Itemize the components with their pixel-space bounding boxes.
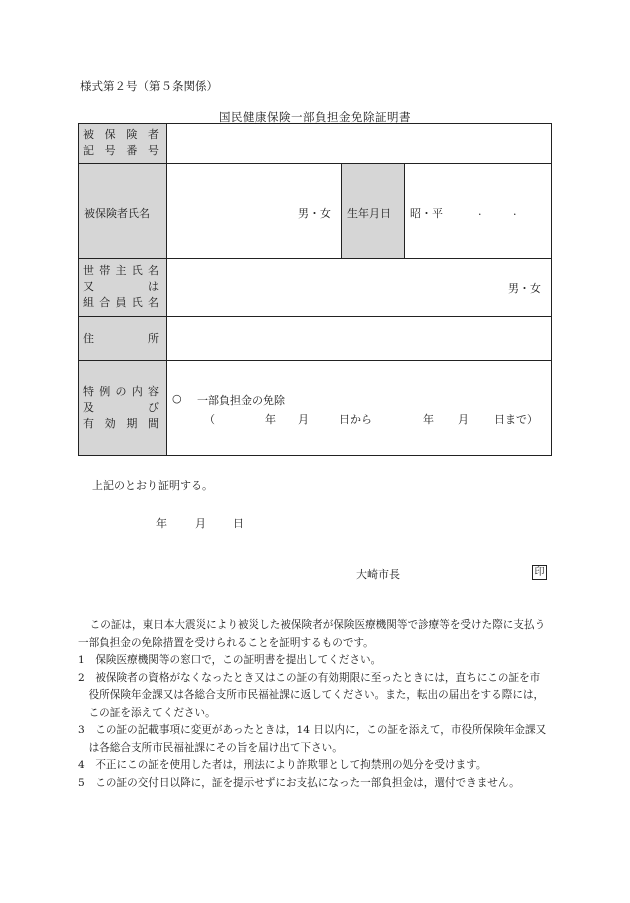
- certify-statement: 上記のとおり証明する。: [92, 479, 213, 492]
- issue-day: 日: [233, 517, 244, 530]
- period-year: 年: [265, 413, 276, 426]
- period-from: 日から: [339, 413, 372, 426]
- note-item: [78, 722, 548, 757]
- insured-number-label: [83, 127, 159, 159]
- note-item: [78, 775, 548, 793]
- seal-mark: 印: [532, 565, 547, 580]
- label-char: び: [148, 401, 159, 414]
- note-item: [78, 670, 548, 723]
- label-char: 世: [83, 264, 94, 277]
- label-char: 合: [99, 296, 111, 309]
- divider: [166, 123, 167, 456]
- label-char: 所: [148, 332, 159, 345]
- note-number: 1: [78, 654, 85, 666]
- exemption-text: 一部負担金の免除: [197, 394, 285, 407]
- issue-month: 月: [195, 517, 206, 530]
- issue-year: 年: [156, 517, 167, 530]
- exemption-checkbox[interactable]: ○: [172, 392, 182, 405]
- label-char: 員: [115, 296, 127, 309]
- form-number-label: 様式第２号（第５条関係）: [80, 79, 218, 93]
- divider: [78, 316, 552, 317]
- birth-era: 昭・平: [410, 207, 443, 220]
- divider: [78, 258, 552, 259]
- label-char: 間: [147, 417, 159, 430]
- note-number: 2: [78, 671, 85, 684]
- label-char: 名: [148, 264, 159, 277]
- document-title: 国民健康保険一部負担金免除証明書: [219, 110, 411, 124]
- label-char: 内: [131, 385, 143, 398]
- special-case-label: [83, 384, 159, 432]
- notes-section: [78, 617, 548, 792]
- label-char: 者: [147, 128, 159, 141]
- label-char: 住: [83, 332, 94, 345]
- divider: [78, 163, 552, 164]
- label-char: 号: [104, 144, 116, 157]
- label-char: 帯: [99, 264, 111, 277]
- birth-dot: .: [513, 205, 517, 218]
- issuer-name: 大崎市長: [356, 568, 400, 581]
- notes-intro: この証は，東日本大震災により被災した被保険者が保険医療機関等で診療等を受けた際に支払う一部負担金の免除措置を受けられることを証明するものです。: [78, 619, 546, 649]
- insured-gender: 男・女: [298, 207, 331, 220]
- note-text: 保険医療機関等の窓口で，この証明書を提出してください。: [95, 654, 382, 666]
- label-char: 期: [126, 417, 138, 430]
- label-char: 名: [148, 296, 159, 309]
- label-char: 氏: [131, 264, 143, 277]
- note-item: [78, 757, 548, 775]
- label-char: 険: [126, 128, 138, 141]
- divider: [341, 163, 342, 258]
- period-month: 月: [458, 413, 469, 426]
- note-text: 被保険者の資格がなくなったとき又はこの証の有効期限に至ったときには，直ちにこの証を市役所保険年金課又は各総合支所市民福祉課に返してください。また，転出の届出をする際には，この証を添えてください。: [88, 671, 545, 719]
- label-char: 号: [147, 144, 159, 157]
- note-text: この証の交付日以降に，証を提示せずにお支払になった一部負担金は，還付できません。: [95, 776, 520, 789]
- label-char: 記: [83, 144, 94, 157]
- label-char: 効: [104, 417, 116, 430]
- birth-date-label: 生年月日: [347, 207, 391, 220]
- label-char: 番: [126, 144, 138, 157]
- householder-label: [83, 263, 159, 311]
- label-char: 例: [99, 385, 111, 398]
- label-char: 保: [104, 128, 116, 141]
- label-char: 氏: [131, 296, 143, 309]
- label-char: 特: [83, 385, 94, 398]
- note-text: この証の記載事項に変更があったときは，14 日以内に，この証を添えて，市役所保険年金課又は各総合支所市民福祉課にその旨を届け出て下さい。: [88, 724, 547, 754]
- label-char: 容: [148, 385, 159, 398]
- note-text: 不正にこの証を使用した者は，刑法により詐欺罪として拘禁刑の処分を受けます。: [95, 759, 487, 771]
- note-number: 3: [78, 724, 85, 736]
- note-item: [78, 652, 548, 670]
- label-char: 組: [83, 296, 94, 309]
- label-char: 有: [83, 417, 94, 430]
- period-year: 年: [423, 413, 434, 426]
- label-char: 又: [83, 280, 94, 293]
- label-char: 被: [83, 128, 94, 141]
- address-label: [83, 331, 159, 347]
- period-month: 月: [298, 413, 309, 426]
- insured-name-label: 被保険者氏名: [84, 207, 150, 220]
- label-char: は: [148, 280, 159, 293]
- label-char: 主: [115, 264, 127, 277]
- note-number: 4: [78, 759, 85, 771]
- householder-gender: 男・女: [508, 282, 541, 295]
- period-until: 日まで）: [494, 413, 538, 426]
- divider: [78, 360, 552, 361]
- note-number: 5: [78, 776, 85, 789]
- label-char: 及: [83, 401, 94, 414]
- divider: [404, 163, 405, 258]
- period-open: （: [204, 413, 215, 426]
- label-char: の: [115, 385, 127, 398]
- birth-dot: .: [478, 205, 482, 218]
